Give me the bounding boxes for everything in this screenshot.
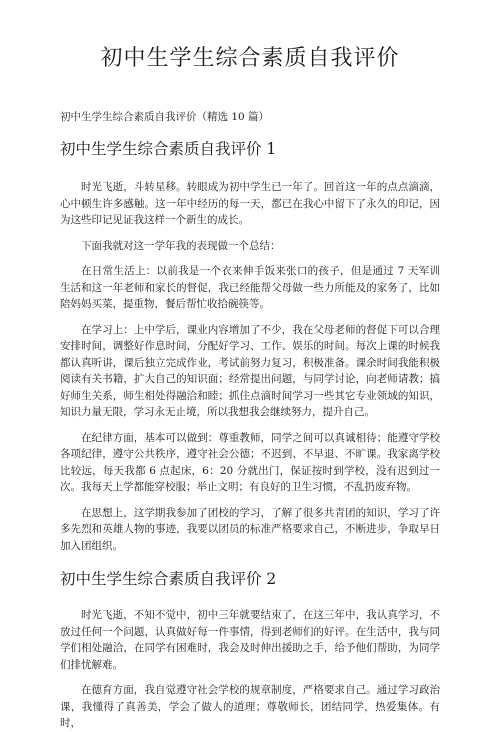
paragraph: 下面我就对这一学年我的表现做一个总结： — [81, 239, 281, 252]
paragraph: 时光飞逝，不知不觉中，初中三年就要结束了，在这三年中，我认真学习，不放过任何一个问题，认真做好每一件事情，得到老师们的好评。在生活中，我与同学们相处融洽，在同学有困难时，我会及时伸出援助之手，给予他们帮助，为同学们排忧解难。 — [60, 609, 440, 671]
document-title: 初中生学生综合素质自我评价 — [100, 46, 400, 71]
paragraph: 在日常生活上：以前我是一个衣来伸手饭来张口的孩子，但是通过 7 天军训生活和这一年老师和家长的督促，我已经能帮父母做一些力所能及的家务了，比如陪妈妈买菜，提重物，餐后帮忙收拾碗筷等。 — [60, 265, 440, 310]
paragraph: 在思想上，这学期我参加了团校的学习，了解了很多共青团的知识，学习了许多先烈和英雄人物的事迹，我要以团员的标准严格要求自己，不断进步，争取早日加入团组织。 — [60, 506, 440, 552]
paragraph: 在德育方面，我自觉遵守社会学校的规章制度，严格要求自己。通过学习政治课，我懂得了真善美，学会了做人的道理；尊敬师长，团结同学，热爱集体。有时， — [60, 684, 440, 729]
section-heading-1: 初中生学生综合素质自我评价 1 — [60, 140, 277, 158]
paragraph: 在纪律方面，基本可以做到：尊重教师，同学之间可以真诚相待；能遵守学校各项纪律，遵守公共秩序，遵守社会公德；不迟到、不早退、不旷课。我家离学校比较远，每天我都 6 点起床，6：20 分就出门，保证按时到学校，没有迟到过一次。我每天上学都能穿校服；举止文明；有良好的卫生习惯，不乱扔废弃物。 — [60, 431, 440, 493]
section-heading-2: 初中生学生综合素质自我评价 2 — [60, 570, 277, 588]
paragraph: 时光飞逝，斗转星移。转眼成为初中学生已一年了。回首这一年的点点滴滴，心中顿生许多感触。这一年中经历的每一天，都已在我心中留下了永久的印记，因为这些印记见证我这样一个新生的成长。 — [60, 181, 440, 226]
document-subtitle: 初中生学生综合素质自我评价（精选 10 篇） — [60, 111, 270, 123]
paragraph: 在学习上：上中学后，课业内容增加了不少，我在父母老师的督促下可以合理安排时间，调整好作息时间，分配好学习、工作、娱乐的时间。每次上课的时候我都认真听讲，课后独立完成作业，考试前努力复习，积极准备。课余时间我能积极阅读有关书籍，扩大自己的知识面；经常提出问题，与同学讨论，向老师请教；搞好师生关系，师生相处得融洽和睦；抓住点滴时间学习一些其它专业领域的知识，知识力量无限，学习永无止境，所以我想我会继续努力，提升自己。 — [60, 323, 440, 418]
